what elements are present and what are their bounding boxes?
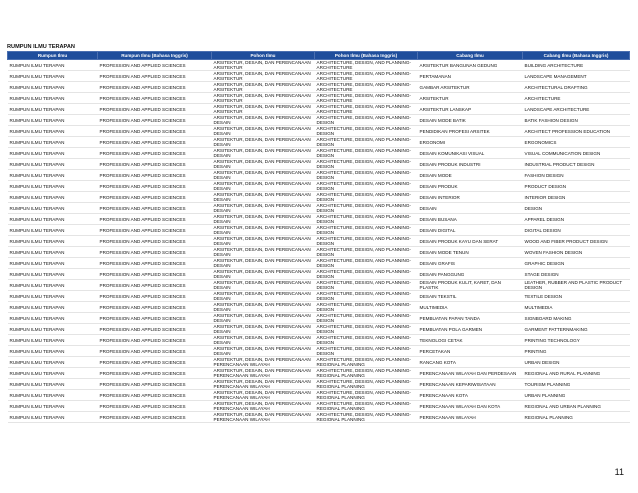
- cell-pohon-ilmu-en: ARCHITECTURE, DESIGN, AND PLANNING-DESIGN: [315, 192, 418, 203]
- cell-rumpun-ilmu-en: PROFESSION AND APPLIED SCIENCES: [98, 335, 212, 346]
- cell-rumpun-ilmu-en: PROFESSION AND APPLIED SCIENCES: [98, 71, 212, 82]
- header-rumpun-ilmu: Rumpun Ilmu: [8, 52, 98, 60]
- cell-rumpun-ilmu-en: PROFESSION AND APPLIED SCIENCES: [98, 346, 212, 357]
- cell-cabang-ilmu-en: REGIONAL PLANNING: [523, 412, 630, 423]
- cell-rumpun-ilmu-en: PROFESSION AND APPLIED SCIENCES: [98, 379, 212, 390]
- cell-cabang-ilmu: DESAIN TEKSTIL: [418, 291, 523, 302]
- table-row: [8, 192, 630, 203]
- cell-cabang-ilmu: PERTAMANAN: [418, 71, 523, 82]
- cell-pohon-ilmu-en: ARCHITECTURE, DESIGN, AND PLANNING-DESIGN: [315, 148, 418, 159]
- cell-cabang-ilmu-en: ARCHITECT PROFESSION EDUCATION: [523, 126, 630, 137]
- table-row: [8, 60, 630, 71]
- cell-pohon-ilmu-en: ARCHITECTURE, DESIGN, AND PLANNING-DESIGN: [315, 170, 418, 181]
- cell-pohon-ilmu-en: ARCHITECTURE, DESIGN, AND PLANNING-DESIGN: [315, 159, 418, 170]
- cell-rumpun-ilmu-en: PROFESSION AND APPLIED SCIENCES: [98, 82, 212, 93]
- cell-cabang-ilmu-en: INTERIOR DESIGN: [523, 192, 630, 203]
- cell-pohon-ilmu: ARSITEKTUR, DESAIN, DAN PERENCANAAN DESAIN: [212, 280, 315, 291]
- cell-pohon-ilmu-en: ARCHITECTURE, DESIGN, AND PLANNING-DESIGN: [315, 203, 418, 214]
- table-row: [8, 236, 630, 247]
- cell-pohon-ilmu-en: ARCHITECTURE, DESIGN, AND PLANNING-DESIGN: [315, 214, 418, 225]
- cell-rumpun-ilmu: RUMPUN ILMU TERAPAN: [8, 236, 98, 247]
- cell-rumpun-ilmu-en: PROFESSION AND APPLIED SCIENCES: [98, 126, 212, 137]
- cell-pohon-ilmu: ARSITEKTUR, DESAIN, DAN PERENCANAAN DESAIN: [212, 137, 315, 148]
- cell-cabang-ilmu-en: LEATHER, RUBBER AND PLASTIC PRODUCT DESIGN: [523, 280, 630, 291]
- table-row: [8, 225, 630, 236]
- cell-cabang-ilmu-en: APPAREL DESIGN: [523, 214, 630, 225]
- cell-pohon-ilmu: ARSITEKTUR, DESAIN, DAN PERENCANAAN DESAIN: [212, 126, 315, 137]
- header-pohon-ilmu: Pohon Ilmu: [212, 52, 315, 60]
- cell-cabang-ilmu-en: SIGNBOARD MAKING: [523, 313, 630, 324]
- cell-cabang-ilmu-en: FASHION DESIGN: [523, 170, 630, 181]
- cell-pohon-ilmu-en: ARCHITECTURE, DESIGN, AND PLANNING-DESIGN: [315, 335, 418, 346]
- table-row: [8, 258, 630, 269]
- cell-rumpun-ilmu: RUMPUN ILMU TERAPAN: [8, 390, 98, 401]
- header-pohon-ilmu-en: Pohon Ilmu (Bahasa Inggris): [315, 52, 418, 60]
- cell-rumpun-ilmu-en: PROFESSION AND APPLIED SCIENCES: [98, 60, 212, 71]
- table-row: [8, 335, 630, 346]
- cell-pohon-ilmu-en: ARCHITECTURE, DESIGN, AND PLANNING-DESIGN: [315, 236, 418, 247]
- cell-pohon-ilmu: ARSITEKTUR, DESAIN, DAN PERENCANAAN PERENCANAAN WILAYAH: [212, 379, 315, 390]
- table-row: [8, 247, 630, 258]
- table-row: [8, 148, 630, 159]
- cell-rumpun-ilmu-en: PROFESSION AND APPLIED SCIENCES: [98, 357, 212, 368]
- cell-rumpun-ilmu: RUMPUN ILMU TERAPAN: [8, 60, 98, 71]
- cell-cabang-ilmu: DESAIN DIGITAL: [418, 225, 523, 236]
- cell-rumpun-ilmu: RUMPUN ILMU TERAPAN: [8, 412, 98, 423]
- cell-cabang-ilmu-en: LANDSCAPE ARCHITECTURE: [523, 104, 630, 115]
- cell-cabang-ilmu: PENDIDIKAN PROFESI ARSITEK: [418, 126, 523, 137]
- cell-pohon-ilmu-en: ARCHITECTURE, DESIGN, AND PLANNING-DESIGN: [315, 291, 418, 302]
- cell-rumpun-ilmu: RUMPUN ILMU TERAPAN: [8, 313, 98, 324]
- cell-rumpun-ilmu: RUMPUN ILMU TERAPAN: [8, 115, 98, 126]
- table-row: [8, 390, 630, 401]
- cell-rumpun-ilmu: RUMPUN ILMU TERAPAN: [8, 225, 98, 236]
- table-row: [8, 291, 630, 302]
- cell-cabang-ilmu: DESAIN MODE BATIK: [418, 115, 523, 126]
- cell-pohon-ilmu-en: ARCHITECTURE, DESIGN, AND PLANNING-DESIGN: [315, 137, 418, 148]
- cell-cabang-ilmu-en: TOURISM PLANNING: [523, 379, 630, 390]
- cell-cabang-ilmu: DESAIN: [418, 203, 523, 214]
- cell-pohon-ilmu-en: ARCHITECTURE, DESIGN, AND PLANNING-REGIONAL PLANNING: [315, 401, 418, 412]
- cell-pohon-ilmu-en: ARCHITECTURE, DESIGN, AND PLANNING-DESIGN: [315, 313, 418, 324]
- cell-cabang-ilmu-en: REGIONAL AND RURAL PLANNING: [523, 368, 630, 379]
- table-row: [8, 269, 630, 280]
- cell-pohon-ilmu-en: ARCHITECTURE, DESIGN, AND PLANNING-REGIONAL PLANNING: [315, 357, 418, 368]
- cell-rumpun-ilmu: RUMPUN ILMU TERAPAN: [8, 324, 98, 335]
- table-row: [8, 115, 630, 126]
- cell-cabang-ilmu: DESAIN PRODUK KAYU DAN SERAT: [418, 236, 523, 247]
- cell-cabang-ilmu-en: ARCHITECTURE: [523, 93, 630, 104]
- cell-rumpun-ilmu: RUMPUN ILMU TERAPAN: [8, 71, 98, 82]
- cell-rumpun-ilmu-en: PROFESSION AND APPLIED SCIENCES: [98, 247, 212, 258]
- cell-cabang-ilmu-en: REGIONAL AND URBAN PLANNING: [523, 401, 630, 412]
- cell-rumpun-ilmu: RUMPUN ILMU TERAPAN: [8, 302, 98, 313]
- cell-pohon-ilmu-en: ARCHITECTURE, DESIGN, AND PLANNING-ARCHITECTURE: [315, 60, 418, 71]
- cell-pohon-ilmu: ARSITEKTUR, DESAIN, DAN PERENCANAAN DESAIN: [212, 236, 315, 247]
- cell-pohon-ilmu: ARSITEKTUR, DESAIN, DAN PERENCANAAN DESAIN: [212, 214, 315, 225]
- table-row: [8, 412, 630, 423]
- classification-table: [7, 51, 630, 423]
- cell-pohon-ilmu-en: ARCHITECTURE, DESIGN, AND PLANNING-REGIONAL PLANNING: [315, 390, 418, 401]
- cell-rumpun-ilmu: RUMPUN ILMU TERAPAN: [8, 104, 98, 115]
- cell-pohon-ilmu-en: ARCHITECTURE, DESIGN, AND PLANNING-DESIGN: [315, 225, 418, 236]
- cell-rumpun-ilmu-en: PROFESSION AND APPLIED SCIENCES: [98, 302, 212, 313]
- cell-cabang-ilmu: PEMBUATAN PAPAN TANDA: [418, 313, 523, 324]
- cell-cabang-ilmu: DESAIN GRAFIS: [418, 258, 523, 269]
- cell-pohon-ilmu-en: ARCHITECTURE, DESIGN, AND PLANNING-DESIGN: [315, 181, 418, 192]
- cell-rumpun-ilmu-en: PROFESSION AND APPLIED SCIENCES: [98, 203, 212, 214]
- cell-cabang-ilmu-en: WOOD AND FIBER PRODUCT DESIGN: [523, 236, 630, 247]
- cell-rumpun-ilmu-en: PROFESSION AND APPLIED SCIENCES: [98, 148, 212, 159]
- table-row: [8, 368, 630, 379]
- cell-pohon-ilmu-en: ARCHITECTURE, DESIGN, AND PLANNING-DESIGN: [315, 302, 418, 313]
- cell-pohon-ilmu: ARSITEKTUR, DESAIN, DAN PERENCANAAN ARSITEKTUR: [212, 93, 315, 104]
- table-row: [8, 137, 630, 148]
- cell-pohon-ilmu-en: ARCHITECTURE, DESIGN, AND PLANNING-DESIGN: [315, 247, 418, 258]
- cell-rumpun-ilmu: RUMPUN ILMU TERAPAN: [8, 379, 98, 390]
- cell-pohon-ilmu: ARSITEKTUR, DESAIN, DAN PERENCANAAN ARSITEKTUR: [212, 104, 315, 115]
- cell-pohon-ilmu: ARSITEKTUR, DESAIN, DAN PERENCANAAN DESAIN: [212, 324, 315, 335]
- cell-rumpun-ilmu: RUMPUN ILMU TERAPAN: [8, 159, 98, 170]
- header-cabang-ilmu: Cabang Ilmu: [418, 52, 523, 60]
- table-row: [8, 126, 630, 137]
- cell-cabang-ilmu: ARSITEKTUR: [418, 93, 523, 104]
- table-row: [8, 71, 630, 82]
- cell-rumpun-ilmu: RUMPUN ILMU TERAPAN: [8, 269, 98, 280]
- cell-pohon-ilmu: ARSITEKTUR, DESAIN, DAN PERENCANAAN DESAIN: [212, 115, 315, 126]
- table-row: [8, 203, 630, 214]
- cell-cabang-ilmu-en: TEXTILE DESIGN: [523, 291, 630, 302]
- cell-pohon-ilmu-en: ARCHITECTURE, DESIGN, AND PLANNING-REGIONAL PLANNING: [315, 368, 418, 379]
- cell-rumpun-ilmu-en: PROFESSION AND APPLIED SCIENCES: [98, 269, 212, 280]
- cell-rumpun-ilmu-en: PROFESSION AND APPLIED SCIENCES: [98, 368, 212, 379]
- table-row: [8, 170, 630, 181]
- cell-rumpun-ilmu: RUMPUN ILMU TERAPAN: [8, 181, 98, 192]
- cell-rumpun-ilmu-en: PROFESSION AND APPLIED SCIENCES: [98, 401, 212, 412]
- cell-rumpun-ilmu: RUMPUN ILMU TERAPAN: [8, 82, 98, 93]
- cell-cabang-ilmu-en: BATIK FASHION DESIGN: [523, 115, 630, 126]
- cell-cabang-ilmu-en: INDUSTRIAL PRODUCT DESIGN: [523, 159, 630, 170]
- cell-cabang-ilmu-en: BUILDING ARCHITECTURE: [523, 60, 630, 71]
- cell-pohon-ilmu: ARSITEKTUR, DESAIN, DAN PERENCANAAN PERENCANAAN WILAYAH: [212, 357, 315, 368]
- table-row: [8, 214, 630, 225]
- cell-cabang-ilmu: ERGONOMI: [418, 137, 523, 148]
- cell-cabang-ilmu-en: URBAN DESIGN: [523, 357, 630, 368]
- cell-pohon-ilmu-en: ARCHITECTURE, DESIGN, AND PLANNING-REGIONAL PLANNING: [315, 412, 418, 423]
- table-row: [8, 82, 630, 93]
- cell-rumpun-ilmu-en: PROFESSION AND APPLIED SCIENCES: [98, 214, 212, 225]
- cell-rumpun-ilmu: RUMPUN ILMU TERAPAN: [8, 148, 98, 159]
- cell-cabang-ilmu: PERCETAKAN: [418, 346, 523, 357]
- cell-cabang-ilmu-en: GRAPHIC DESIGN: [523, 258, 630, 269]
- page-title: RUMPUN ILMU TERAPAN: [7, 44, 75, 50]
- cell-pohon-ilmu: ARSITEKTUR, DESAIN, DAN PERENCANAAN DESAIN: [212, 291, 315, 302]
- cell-cabang-ilmu-en: ARCHITECTURAL DRAFTING: [523, 82, 630, 93]
- cell-pohon-ilmu: ARSITEKTUR, DESAIN, DAN PERENCANAAN ARSITEKTUR: [212, 71, 315, 82]
- cell-pohon-ilmu-en: ARCHITECTURE, DESIGN, AND PLANNING-ARCHITECTURE: [315, 104, 418, 115]
- cell-rumpun-ilmu: RUMPUN ILMU TERAPAN: [8, 192, 98, 203]
- cell-cabang-ilmu-en: WOVEN FASHION DESIGN: [523, 247, 630, 258]
- cell-rumpun-ilmu-en: PROFESSION AND APPLIED SCIENCES: [98, 170, 212, 181]
- table-row: [8, 401, 630, 412]
- cell-cabang-ilmu-en: LANDSCAPE MANAGEMENT: [523, 71, 630, 82]
- cell-pohon-ilmu-en: ARCHITECTURE, DESIGN, AND PLANNING-REGIONAL PLANNING: [315, 379, 418, 390]
- cell-pohon-ilmu: ARSITEKTUR, DESAIN, DAN PERENCANAAN PERENCANAAN WILAYAH: [212, 401, 315, 412]
- cell-rumpun-ilmu-en: PROFESSION AND APPLIED SCIENCES: [98, 115, 212, 126]
- cell-cabang-ilmu-en: VISUAL COMMUNICATION DESIGN: [523, 148, 630, 159]
- cell-pohon-ilmu-en: ARCHITECTURE, DESIGN, AND PLANNING-ARCHITECTURE: [315, 93, 418, 104]
- cell-cabang-ilmu: PERENCANAAN KOTA: [418, 390, 523, 401]
- cell-pohon-ilmu: ARSITEKTUR, DESAIN, DAN PERENCANAAN DESAIN: [212, 170, 315, 181]
- cell-rumpun-ilmu-en: PROFESSION AND APPLIED SCIENCES: [98, 291, 212, 302]
- cell-pohon-ilmu: ARSITEKTUR, DESAIN, DAN PERENCANAAN DESAIN: [212, 148, 315, 159]
- cell-rumpun-ilmu: RUMPUN ILMU TERAPAN: [8, 170, 98, 181]
- cell-rumpun-ilmu: RUMPUN ILMU TERAPAN: [8, 214, 98, 225]
- cell-rumpun-ilmu: RUMPUN ILMU TERAPAN: [8, 137, 98, 148]
- table-row: [8, 313, 630, 324]
- cell-cabang-ilmu: DESAIN KOMUNIKASI VISUAL: [418, 148, 523, 159]
- cell-cabang-ilmu-en: URBAN PLANNING: [523, 390, 630, 401]
- cell-rumpun-ilmu: RUMPUN ILMU TERAPAN: [8, 357, 98, 368]
- cell-cabang-ilmu-en: PRODUCT DESIGN: [523, 181, 630, 192]
- cell-rumpun-ilmu-en: PROFESSION AND APPLIED SCIENCES: [98, 390, 212, 401]
- cell-cabang-ilmu-en: GARMENT PATTERNMAKING: [523, 324, 630, 335]
- cell-cabang-ilmu: DESAIN MODE: [418, 170, 523, 181]
- cell-cabang-ilmu: TEKNOLOGI CETAK: [418, 335, 523, 346]
- cell-pohon-ilmu-en: ARCHITECTURE, DESIGN, AND PLANNING-DESIGN: [315, 115, 418, 126]
- cell-cabang-ilmu-en: DESIGN: [523, 203, 630, 214]
- cell-pohon-ilmu: ARSITEKTUR, DESAIN, DAN PERENCANAAN DESAIN: [212, 335, 315, 346]
- cell-rumpun-ilmu-en: PROFESSION AND APPLIED SCIENCES: [98, 412, 212, 423]
- cell-cabang-ilmu: PERENCANAAN WILAYAH DAN PERDESAAN: [418, 368, 523, 379]
- table-row: [8, 357, 630, 368]
- cell-cabang-ilmu: MULTIMEDIA: [418, 302, 523, 313]
- cell-cabang-ilmu: DESAIN BUSANA: [418, 214, 523, 225]
- cell-pohon-ilmu: ARSITEKTUR, DESAIN, DAN PERENCANAAN PERENCANAAN WILAYAH: [212, 390, 315, 401]
- table-row: [8, 159, 630, 170]
- cell-pohon-ilmu-en: ARCHITECTURE, DESIGN, AND PLANNING-ARCHITECTURE: [315, 82, 418, 93]
- cell-rumpun-ilmu: RUMPUN ILMU TERAPAN: [8, 203, 98, 214]
- cell-rumpun-ilmu: RUMPUN ILMU TERAPAN: [8, 247, 98, 258]
- cell-rumpun-ilmu-en: PROFESSION AND APPLIED SCIENCES: [98, 137, 212, 148]
- cell-rumpun-ilmu-en: PROFESSION AND APPLIED SCIENCES: [98, 324, 212, 335]
- table-row: [8, 379, 630, 390]
- cell-cabang-ilmu-en: MULTIMEDIA: [523, 302, 630, 313]
- cell-pohon-ilmu: ARSITEKTUR, DESAIN, DAN PERENCANAAN PERENCANAAN WILAYAH: [212, 368, 315, 379]
- cell-rumpun-ilmu: RUMPUN ILMU TERAPAN: [8, 368, 98, 379]
- cell-rumpun-ilmu: RUMPUN ILMU TERAPAN: [8, 401, 98, 412]
- cell-rumpun-ilmu-en: PROFESSION AND APPLIED SCIENCES: [98, 313, 212, 324]
- cell-pohon-ilmu: ARSITEKTUR, DESAIN, DAN PERENCANAAN DESAIN: [212, 269, 315, 280]
- cell-pohon-ilmu-en: ARCHITECTURE, DESIGN, AND PLANNING-DESIGN: [315, 269, 418, 280]
- cell-cabang-ilmu: PERENCANAAN WILAYAH: [418, 412, 523, 423]
- cell-cabang-ilmu: RANCANG KOTA: [418, 357, 523, 368]
- cell-pohon-ilmu: ARSITEKTUR, DESAIN, DAN PERENCANAAN DESAIN: [212, 302, 315, 313]
- cell-rumpun-ilmu: RUMPUN ILMU TERAPAN: [8, 335, 98, 346]
- cell-pohon-ilmu: ARSITEKTUR, DESAIN, DAN PERENCANAAN DESAIN: [212, 159, 315, 170]
- table-row: [8, 280, 630, 291]
- cell-pohon-ilmu-en: ARCHITECTURE, DESIGN, AND PLANNING-DESIGN: [315, 126, 418, 137]
- table-body: [8, 60, 630, 423]
- table-row: [8, 324, 630, 335]
- header-rumpun-ilmu-en: Rumpun Ilmu (Bahasa Inggris): [98, 52, 212, 60]
- cell-pohon-ilmu: ARSITEKTUR, DESAIN, DAN PERENCANAAN PERENCANAAN WILAYAH: [212, 412, 315, 423]
- cell-rumpun-ilmu-en: PROFESSION AND APPLIED SCIENCES: [98, 236, 212, 247]
- table-row: [8, 346, 630, 357]
- table-row: [8, 302, 630, 313]
- cell-rumpun-ilmu-en: PROFESSION AND APPLIED SCIENCES: [98, 159, 212, 170]
- cell-pohon-ilmu: ARSITEKTUR, DESAIN, DAN PERENCANAAN DESAIN: [212, 346, 315, 357]
- cell-cabang-ilmu: DESAIN PRODUK INDUSTRI: [418, 159, 523, 170]
- page-number: 11: [614, 467, 624, 477]
- table-header-row: [8, 52, 630, 60]
- header-cabang-ilmu-en: Cabang Ilmu (Bahasa Inggris): [523, 52, 630, 60]
- cell-cabang-ilmu: GAMBAR ARSITEKTUR: [418, 82, 523, 93]
- cell-rumpun-ilmu: RUMPUN ILMU TERAPAN: [8, 346, 98, 357]
- cell-pohon-ilmu: ARSITEKTUR, DESAIN, DAN PERENCANAAN DESAIN: [212, 247, 315, 258]
- cell-rumpun-ilmu: RUMPUN ILMU TERAPAN: [8, 280, 98, 291]
- cell-cabang-ilmu-en: DIGITAL DESIGN: [523, 225, 630, 236]
- cell-cabang-ilmu: PERENCANAAN KEPARIWISATAAN: [418, 379, 523, 390]
- cell-pohon-ilmu: ARSITEKTUR, DESAIN, DAN PERENCANAAN DESAIN: [212, 192, 315, 203]
- cell-pohon-ilmu-en: ARCHITECTURE, DESIGN, AND PLANNING-DESIGN: [315, 258, 418, 269]
- cell-cabang-ilmu-en: ERGONOMICS: [523, 137, 630, 148]
- cell-pohon-ilmu: ARSITEKTUR, DESAIN, DAN PERENCANAAN DESAIN: [212, 203, 315, 214]
- cell-pohon-ilmu-en: ARCHITECTURE, DESIGN, AND PLANNING-DESIGN: [315, 280, 418, 291]
- cell-cabang-ilmu-en: PRINTING TECHNOLOGY: [523, 335, 630, 346]
- cell-cabang-ilmu: DESAIN INTERIOR: [418, 192, 523, 203]
- cell-rumpun-ilmu-en: PROFESSION AND APPLIED SCIENCES: [98, 104, 212, 115]
- table-row: [8, 181, 630, 192]
- cell-cabang-ilmu: PEMBUATAN POLA GARMEN: [418, 324, 523, 335]
- cell-pohon-ilmu: ARSITEKTUR, DESAIN, DAN PERENCANAAN ARSITEKTUR: [212, 82, 315, 93]
- cell-rumpun-ilmu: RUMPUN ILMU TERAPAN: [8, 258, 98, 269]
- cell-pohon-ilmu: ARSITEKTUR, DESAIN, DAN PERENCANAAN ARSITEKTUR: [212, 60, 315, 71]
- cell-rumpun-ilmu-en: PROFESSION AND APPLIED SCIENCES: [98, 280, 212, 291]
- cell-pohon-ilmu: ARSITEKTUR, DESAIN, DAN PERENCANAAN DESAIN: [212, 225, 315, 236]
- cell-rumpun-ilmu: RUMPUN ILMU TERAPAN: [8, 126, 98, 137]
- cell-cabang-ilmu: DESAIN PRODUK: [418, 181, 523, 192]
- cell-rumpun-ilmu: RUMPUN ILMU TERAPAN: [8, 93, 98, 104]
- table-row: [8, 93, 630, 104]
- cell-cabang-ilmu: DESAIN PANGGUNG: [418, 269, 523, 280]
- cell-cabang-ilmu: DESAIN PRODUK KULIT, KARET, DAN PLASTIK: [418, 280, 523, 291]
- cell-rumpun-ilmu-en: PROFESSION AND APPLIED SCIENCES: [98, 225, 212, 236]
- cell-pohon-ilmu: ARSITEKTUR, DESAIN, DAN PERENCANAAN DESAIN: [212, 181, 315, 192]
- cell-rumpun-ilmu-en: PROFESSION AND APPLIED SCIENCES: [98, 258, 212, 269]
- cell-cabang-ilmu: ARSITEKTUR LANSKAP: [418, 104, 523, 115]
- cell-rumpun-ilmu: RUMPUN ILMU TERAPAN: [8, 291, 98, 302]
- cell-rumpun-ilmu-en: PROFESSION AND APPLIED SCIENCES: [98, 181, 212, 192]
- cell-cabang-ilmu: DESAIN MODE TENUN: [418, 247, 523, 258]
- cell-cabang-ilmu-en: STAGE DESIGN: [523, 269, 630, 280]
- cell-rumpun-ilmu-en: PROFESSION AND APPLIED SCIENCES: [98, 192, 212, 203]
- cell-pohon-ilmu: ARSITEKTUR, DESAIN, DAN PERENCANAAN DESAIN: [212, 258, 315, 269]
- cell-cabang-ilmu: PERENCANAAN WILAYAH DAN KOTA: [418, 401, 523, 412]
- table-row: [8, 104, 630, 115]
- cell-pohon-ilmu-en: ARCHITECTURE, DESIGN, AND PLANNING-ARCHITECTURE: [315, 71, 418, 82]
- cell-pohon-ilmu-en: ARCHITECTURE, DESIGN, AND PLANNING-DESIGN: [315, 324, 418, 335]
- cell-pohon-ilmu: ARSITEKTUR, DESAIN, DAN PERENCANAAN DESAIN: [212, 313, 315, 324]
- cell-cabang-ilmu-en: PRINTING: [523, 346, 630, 357]
- cell-rumpun-ilmu-en: PROFESSION AND APPLIED SCIENCES: [98, 93, 212, 104]
- cell-pohon-ilmu-en: ARCHITECTURE, DESIGN, AND PLANNING-DESIGN: [315, 346, 418, 357]
- cell-cabang-ilmu: ARSITEKTUR BANGUNAN GEDUNG: [418, 60, 523, 71]
